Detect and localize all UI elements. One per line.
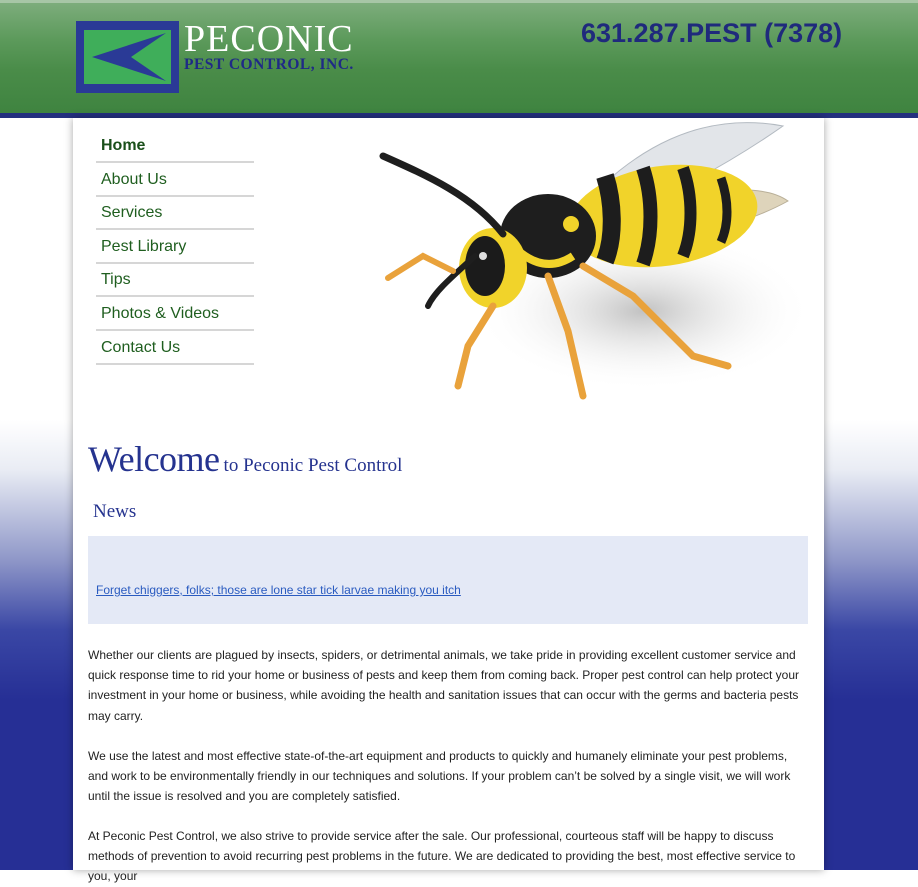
header-top-line: [0, 0, 918, 3]
nav-item-services[interactable]: Services: [96, 197, 254, 230]
nav-item-home[interactable]: Home: [96, 130, 254, 163]
nav-item-contact-us[interactable]: Contact Us: [96, 332, 254, 365]
site-header: [0, 0, 918, 118]
intro-paragraph-3: At Peconic Pest Control, we also strive to provide service after the sale. Our professional, courteous staff will be happy to discuss methods of prevention to avoid recurring pest problems in the future. We are dedicated to providing the best, most effective service to you, your: [88, 829, 796, 884]
welcome-subtitle: to Peconic Pest Control: [223, 455, 403, 476]
welcome-title: Welcome: [88, 439, 220, 479]
nav-item-tips[interactable]: Tips: [96, 264, 254, 297]
news-heading: News: [93, 501, 137, 522]
news-box: [88, 536, 808, 624]
news-link[interactable]: Forget chiggers, folks; those are lone star tick larvae making you itch: [96, 583, 461, 597]
intro-paragraph-1: Whether our clients are plagued by insects, spiders, or detrimental animals, we take pride in providing excellent customer service and quick response time to rid your home or business of pests and keep them from coming back. Proper pest control can help protect your investment in your home or business, while avoiding the health and sanitation issues that can occur with the germs and bacteria pests may carry.: [88, 648, 800, 723]
nav-item-pest-library[interactable]: Pest Library: [96, 231, 254, 264]
wasp-image: [343, 106, 813, 416]
logo-subtitle: PEST CONTROL, INC.: [184, 56, 354, 73]
logo-name[interactable]: PECONIC: [184, 18, 354, 60]
phone-number: 631.287.PEST (7378): [581, 18, 843, 48]
logo-icon[interactable]: [76, 21, 179, 93]
main-content: [73, 118, 824, 884]
sidebar-nav: [96, 130, 254, 365]
intro-paragraph-2: We use the latest and most effective state-of-the-art equipment and products to quickly and humanely eliminate your pest problems, and work to be environmentally friendly in our techniques and solutions. If your problem can’t be solved by a single visit, we will work until the issue is resolved and you are completely satisfied.: [88, 749, 791, 804]
welcome-heading: [88, 438, 402, 480]
nav-item-photos-videos[interactable]: Photos & Videos: [96, 298, 254, 331]
nav-item-about-us[interactable]: About Us: [96, 164, 254, 197]
